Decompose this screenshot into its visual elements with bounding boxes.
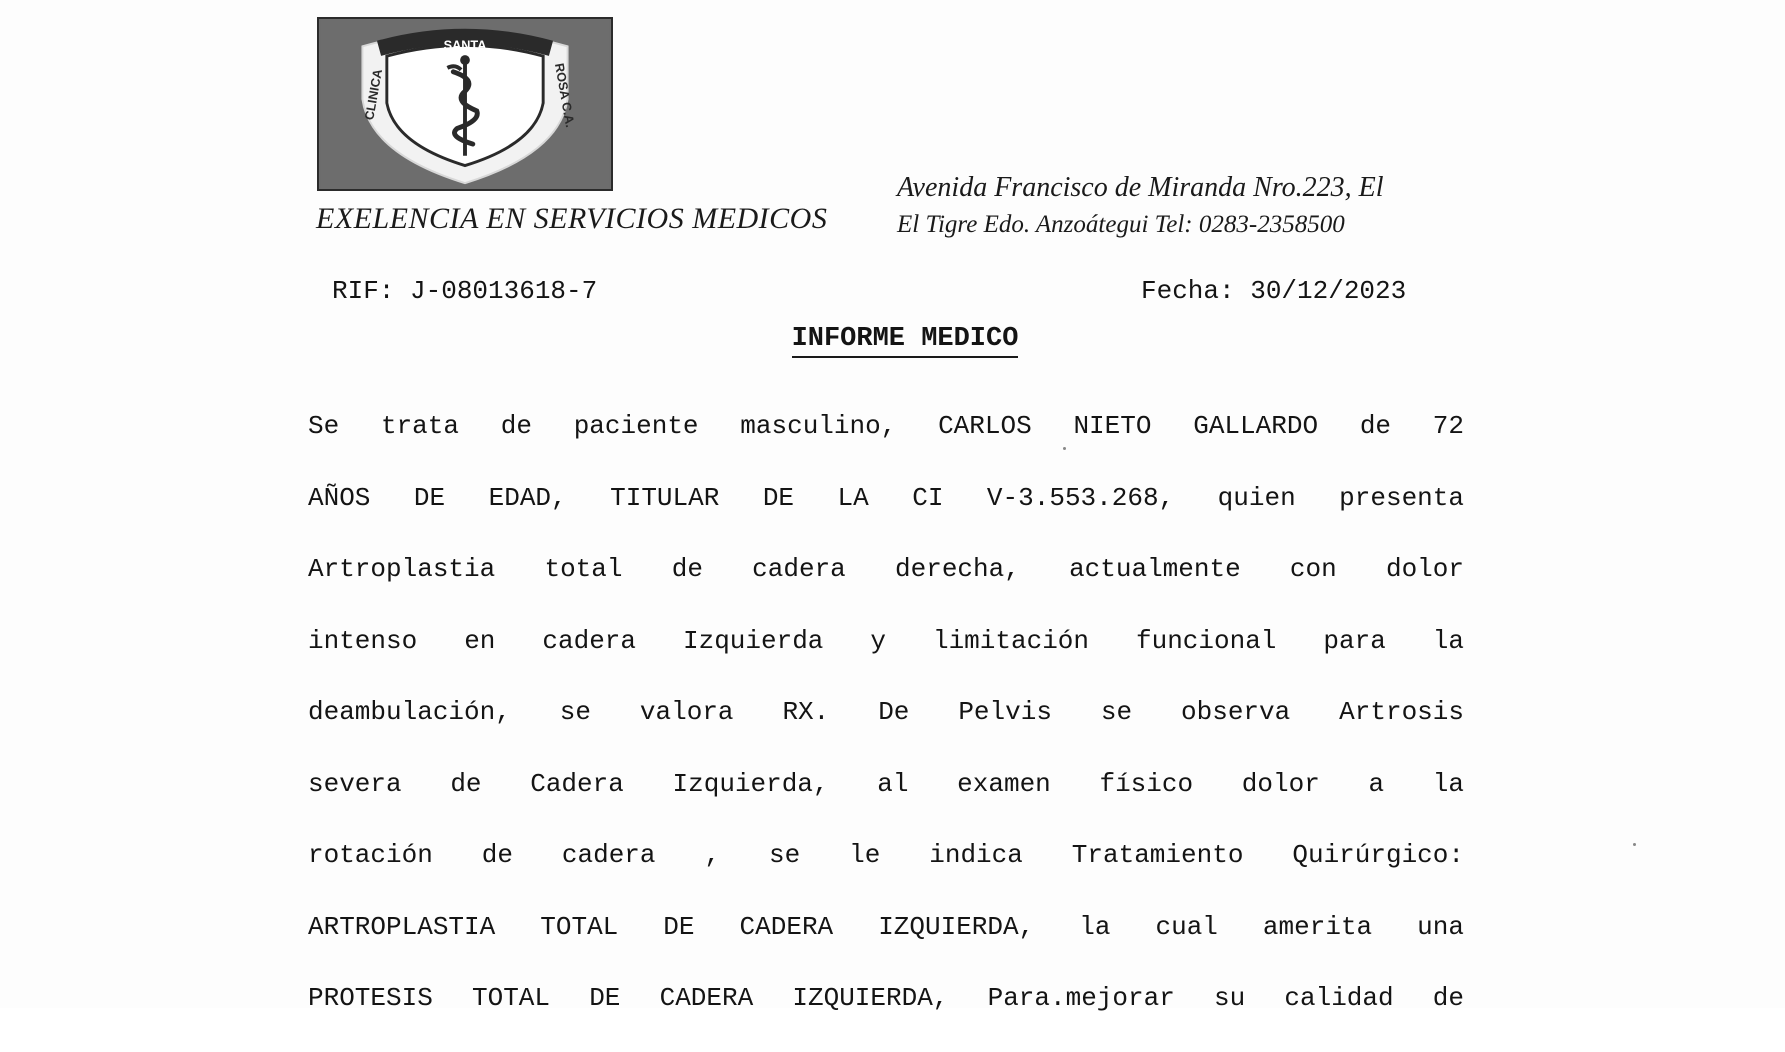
- report-line: Se trata de paciente masculino, CARLOS NIETO GALLARDO de 72: [308, 411, 1464, 441]
- clinic-slogan: EXELENCIA EN SERVICIOS MEDICOS: [316, 202, 828, 235]
- address-line-2: El Tigre Edo. Anzoátegui Tel: 0283-2358500: [897, 211, 1345, 238]
- document-title-text: INFORME MEDICO: [792, 324, 1019, 358]
- scan-speck: [1633, 843, 1636, 846]
- report-line: deambulación, se valora RX. De Pelvis se observa Artrosis: [308, 697, 1464, 727]
- logo-text-top: SANTA: [443, 38, 487, 53]
- address-line-1: Avenida Francisco de Miranda Nro.223, El: [897, 172, 1384, 203]
- report-line: Artroplastia total de cadera derecha, actualmente con dolor: [308, 554, 1464, 584]
- report-line: ARTROPLASTIA TOTAL DE CADERA IZQUIERDA, la cual amerita una: [308, 911, 1464, 942]
- report-line: PROTESIS TOTAL DE CADERA IZQUIERDA, Para.mejorar su calidad de: [308, 983, 1464, 1013]
- report-body: [308, 408, 1464, 1052]
- document-title: [0, 324, 1785, 354]
- report-line: AÑOS DE EDAD, TITULAR DE LA CI V-3.553.268, quien presenta: [308, 482, 1464, 513]
- clinic-logo: [317, 17, 613, 191]
- report-line: severa de Cadera Izquierda, al examen físico dolor a la: [308, 768, 1464, 799]
- report-line: rotación de cadera , se le indica Tratamiento Quirúrgico:: [308, 840, 1464, 870]
- report-line: intenso en cadera Izquierda y limitación funcional para la: [308, 625, 1464, 656]
- clinic-address: [897, 169, 1384, 243]
- logo-text-left: CLINICA: [362, 68, 386, 122]
- logo-text-right: ROSA C.A.: [551, 62, 578, 129]
- report-date: Fecha: 30/12/2023: [1141, 276, 1407, 306]
- rif-number: RIF: J-08013618-7: [332, 276, 598, 306]
- scan-speck: [1063, 447, 1066, 450]
